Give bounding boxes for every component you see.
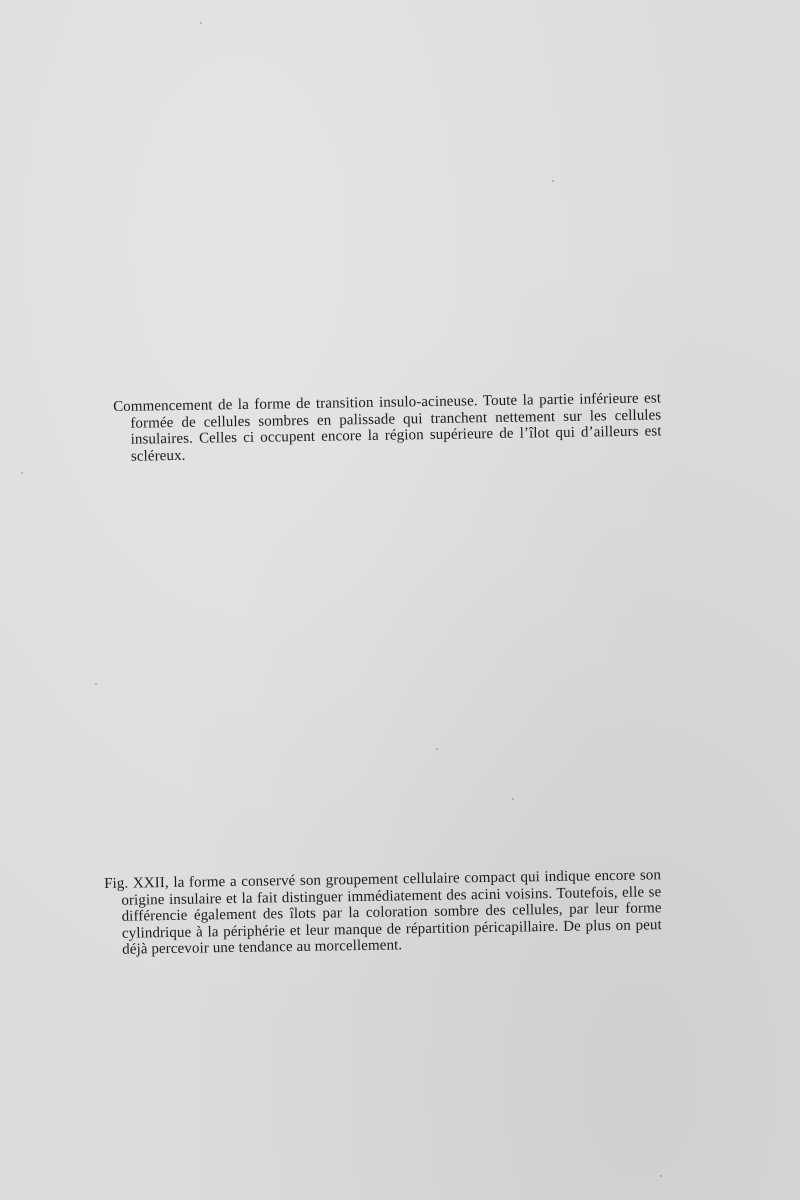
paper-speck: [552, 180, 554, 182]
paper-speck: [660, 1175, 662, 1177]
paper-speck: [436, 748, 438, 750]
paper-speck: [21, 472, 23, 474]
paper-speck: [200, 22, 202, 24]
figure-caption-transition: [113, 390, 662, 465]
paper-speck: [95, 683, 97, 685]
figure-caption-fig-xxii: [104, 867, 662, 958]
caption-text: Commencement de la forme de transition insulo-acineuse. Toute la partie inférieure est formée de cellules sombres en palissade qui tranchent nettement sur les cellules insulaires. Celles ci occupent encore la région supérieure de l’îlot qui d’ailleurs est scléreux.: [113, 390, 662, 465]
paper-speck: [512, 798, 514, 800]
caption-text: Fig. XXII, la forme a conservé son groupement cellulaire compact qui indique encore son origine insulaire et la fait distinguer immédiatement des acini voisins. Toutefois, elle se différencie également des îlots par la coloration sombre des cellules, par leur forme cylindrique à la périphérie et leur manque de répartition péricapillaire. De plus on peut déjà percevoir une tendance au morcellement.: [104, 867, 662, 958]
